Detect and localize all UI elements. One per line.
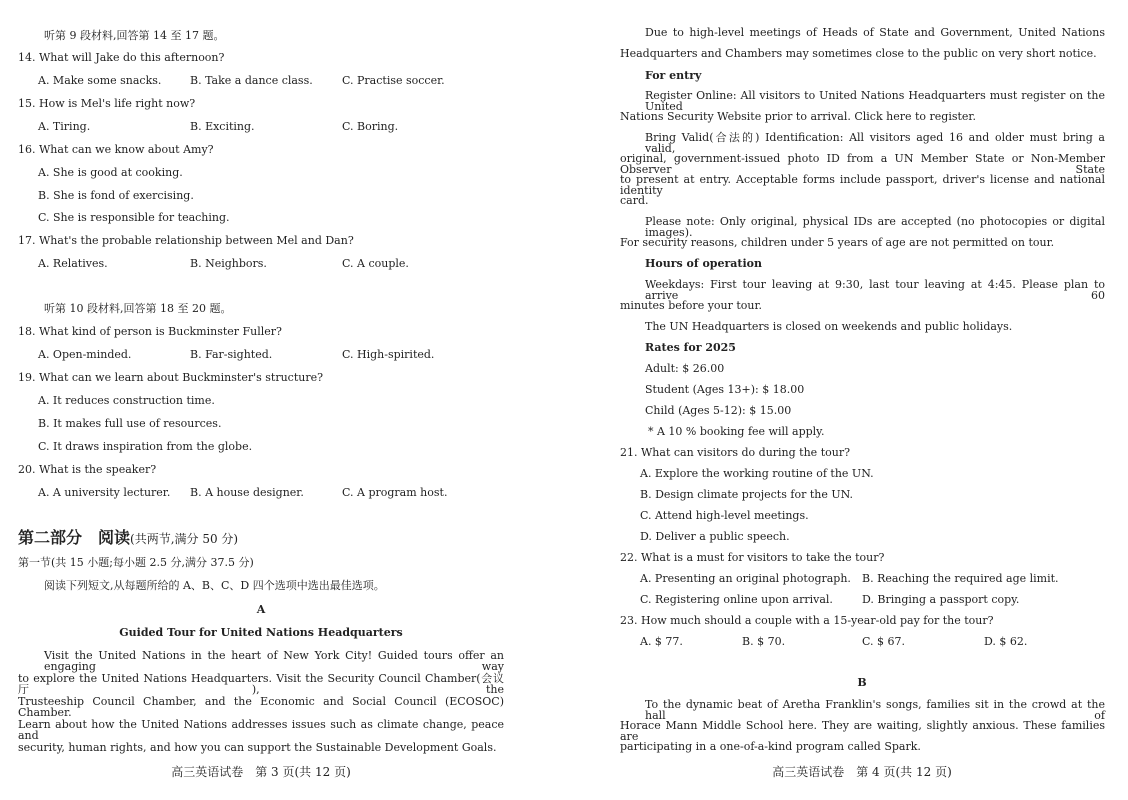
page-footer-right: 高三英语试卷 第 4 页(共 12 页) [772, 765, 952, 779]
q18-option-c: C. High-spirited. [342, 348, 435, 361]
question-23-stem: 23. How much should a couple with a 15-year-old pay for the tour? [620, 614, 994, 627]
question-16-stem: 16. What can we know about Amy? [18, 143, 214, 156]
q23-option-c: C. $ 67. [862, 635, 906, 648]
register-line: Nations Security Website prior to arrival. Click here to register. [620, 110, 976, 123]
q16-option-a: A. She is good at cooking. [38, 166, 183, 179]
q17-option-a: A. Relatives. [38, 257, 108, 270]
exam-page-4 [600, 0, 1128, 800]
q17-option-b: B. Neighbors. [190, 257, 267, 270]
rate-student: Student (Ages 13+): $ 18.00 [645, 383, 805, 396]
passage-b-letter: B [857, 676, 867, 689]
id-line: to present at entry. Acceptable forms include passport, driver's license and national identity [620, 173, 1105, 197]
question-14-stem: 14. What will Jake do this afternoon? [18, 51, 225, 64]
id-line: card. [620, 194, 649, 207]
question-22-stem: 22. What is a must for visitors to take the tour? [620, 551, 885, 564]
q14-option-a: A. Make some snacks. [38, 74, 162, 87]
q14-option-b: B. Take a dance class. [190, 74, 313, 87]
question-18-stem: 18. What kind of person is Buckminster Fuller? [18, 325, 282, 338]
q17-option-c: C. A couple. [342, 257, 409, 270]
question-21-stem: 21. What can visitors do during the tour? [620, 446, 850, 459]
hours-line: minutes before your tour. [620, 299, 763, 312]
intro-line: Due to high-level meetings of Heads of State and Government, United Nations [645, 26, 1105, 39]
passage-a-title: Guided Tour for United Nations Headquarters [119, 626, 403, 639]
q23-option-a: A. $ 77. [640, 635, 683, 648]
q15-option-a: A. Tiring. [38, 120, 91, 133]
q14-option-c: C. Practise soccer. [342, 74, 445, 87]
q23-option-d: D. $ 62. [984, 635, 1028, 648]
passage-b-line: Horace Mann Middle School here. They are waiting, slightly anxious. These families are [620, 719, 1105, 743]
passage-a-letter: A [256, 603, 266, 616]
part2-note: (共两节,满分 50 分) [130, 532, 239, 546]
q16-option-c: C. She is responsible for teaching. [38, 211, 230, 224]
q20-option-b: B. A house designer. [190, 486, 304, 499]
exam-page-3 [0, 0, 560, 800]
note-line: For security reasons, children under 5 years of age are not permitted on tour. [620, 236, 1055, 249]
q18-option-a: A. Open-minded. [38, 348, 132, 361]
section10-intro: 听第 10 段材料,回答第 18 至 20 题。 [44, 302, 232, 315]
passage-a-line: Visit the United Nations in the heart of New York City! Guided tours offer an engaging way [44, 649, 504, 673]
section9-intro: 听第 9 段材料,回答第 14 至 17 题。 [44, 29, 225, 42]
part2-heading [18, 530, 238, 546]
q20-option-a: A. A university lecturer. [38, 486, 171, 499]
rate-child: Child (Ages 5-12): $ 15.00 [645, 404, 792, 417]
q23-option-b: B. $ 70. [742, 635, 786, 648]
note-line: Please note: Only original, physical IDs are accepted (no photocopies or digital images). [645, 215, 1105, 239]
hours-heading: Hours of operation [645, 257, 762, 270]
passage-a-line: to explore the United Nations Headquarters. Visit the Security Council Chamber(会议厅), the [18, 672, 504, 696]
reading-instructions: 阅读下列短文,从每题所给的 A、B、C、D 四个选项中选出最佳选项。 [44, 579, 385, 592]
hours-line: Weekdays: First tour leaving at 9:30, last tour leaving at 4:45. Please plan to arrive 60 [645, 278, 1105, 302]
q21-option-c: C. Attend high-level meetings. [640, 509, 809, 522]
q16-option-b: B. She is fond of exercising. [38, 189, 194, 202]
q22-option-a: A. Presenting an original photograph. [640, 572, 851, 585]
intro-line: Headquarters and Chambers may sometimes close to the public on very short notice. [620, 47, 1097, 60]
q22-option-b: B. Reaching the required age limit. [862, 572, 1059, 585]
passage-a-line: Learn about how the United Nations addresses issues such as climate change, peace and [18, 718, 504, 742]
question-20-stem: 20. What is the speaker? [18, 463, 157, 476]
passage-b-line: participating in a one-of-a-kind program called Spark. [620, 740, 921, 753]
question-17-stem: 17. What's the probable relationship between Mel and Dan? [18, 234, 354, 247]
q19-option-c: C. It draws inspiration from the globe. [38, 440, 253, 453]
question-15-stem: 15. How is Mel's life right now? [18, 97, 196, 110]
entry-heading: For entry [645, 69, 702, 82]
q19-option-a: A. It reduces construction time. [38, 394, 215, 407]
id-line: Bring Valid(合法的) Identification: All visitors aged 16 and older must bring a valid, [645, 131, 1105, 155]
register-line: Register Online: All visitors to United Nations Headquarters must register on the United [645, 89, 1105, 113]
rates-heading: Rates for 2025 [645, 341, 736, 354]
q15-option-c: C. Boring. [342, 120, 399, 133]
q15-option-b: B. Exciting. [190, 120, 255, 133]
page-footer-left: 高三英语试卷 第 3 页(共 12 页) [171, 765, 351, 779]
q19-option-b: B. It makes full use of resources. [38, 417, 222, 430]
part2-title: 第二部分 阅读 [18, 528, 131, 547]
question-19-stem: 19. What can we learn about Buckminster's structure? [18, 371, 323, 384]
passage-b-line: To the dynamic beat of Aretha Franklin's songs, families sit in the crowd at the hall of [645, 698, 1105, 722]
passage-a-line: security, human rights, and how you can support the Sustainable Development Goals. [18, 741, 497, 754]
q18-option-b: B. Far-sighted. [190, 348, 273, 361]
q21-option-a: A. Explore the working routine of the UN. [640, 467, 874, 480]
q22-option-d: D. Bringing a passport copy. [862, 593, 1020, 606]
q22-option-c: C. Registering online upon arrival. [640, 593, 833, 606]
section1-description: 第一节(共 15 小题;每小题 2.5 分,满分 37.5 分) [18, 556, 254, 569]
id-line: original, government-issued photo ID from a UN Member State or Non-Member Observer State [620, 152, 1105, 176]
q21-option-b: B. Design climate projects for the UN. [640, 488, 854, 501]
passage-a-line: Trusteeship Council Chamber, and the Economic and Social Council (ECOSOC) Chamber. [18, 695, 504, 719]
closed-line: The UN Headquarters is closed on weekends and public holidays. [645, 320, 1013, 333]
booking-fee-note: * A 10 % booking fee will apply. [648, 425, 825, 438]
q20-option-c: C. A program host. [342, 486, 448, 499]
q21-option-d: D. Deliver a public speech. [640, 530, 790, 543]
rate-adult: Adult: $ 26.00 [645, 362, 725, 375]
